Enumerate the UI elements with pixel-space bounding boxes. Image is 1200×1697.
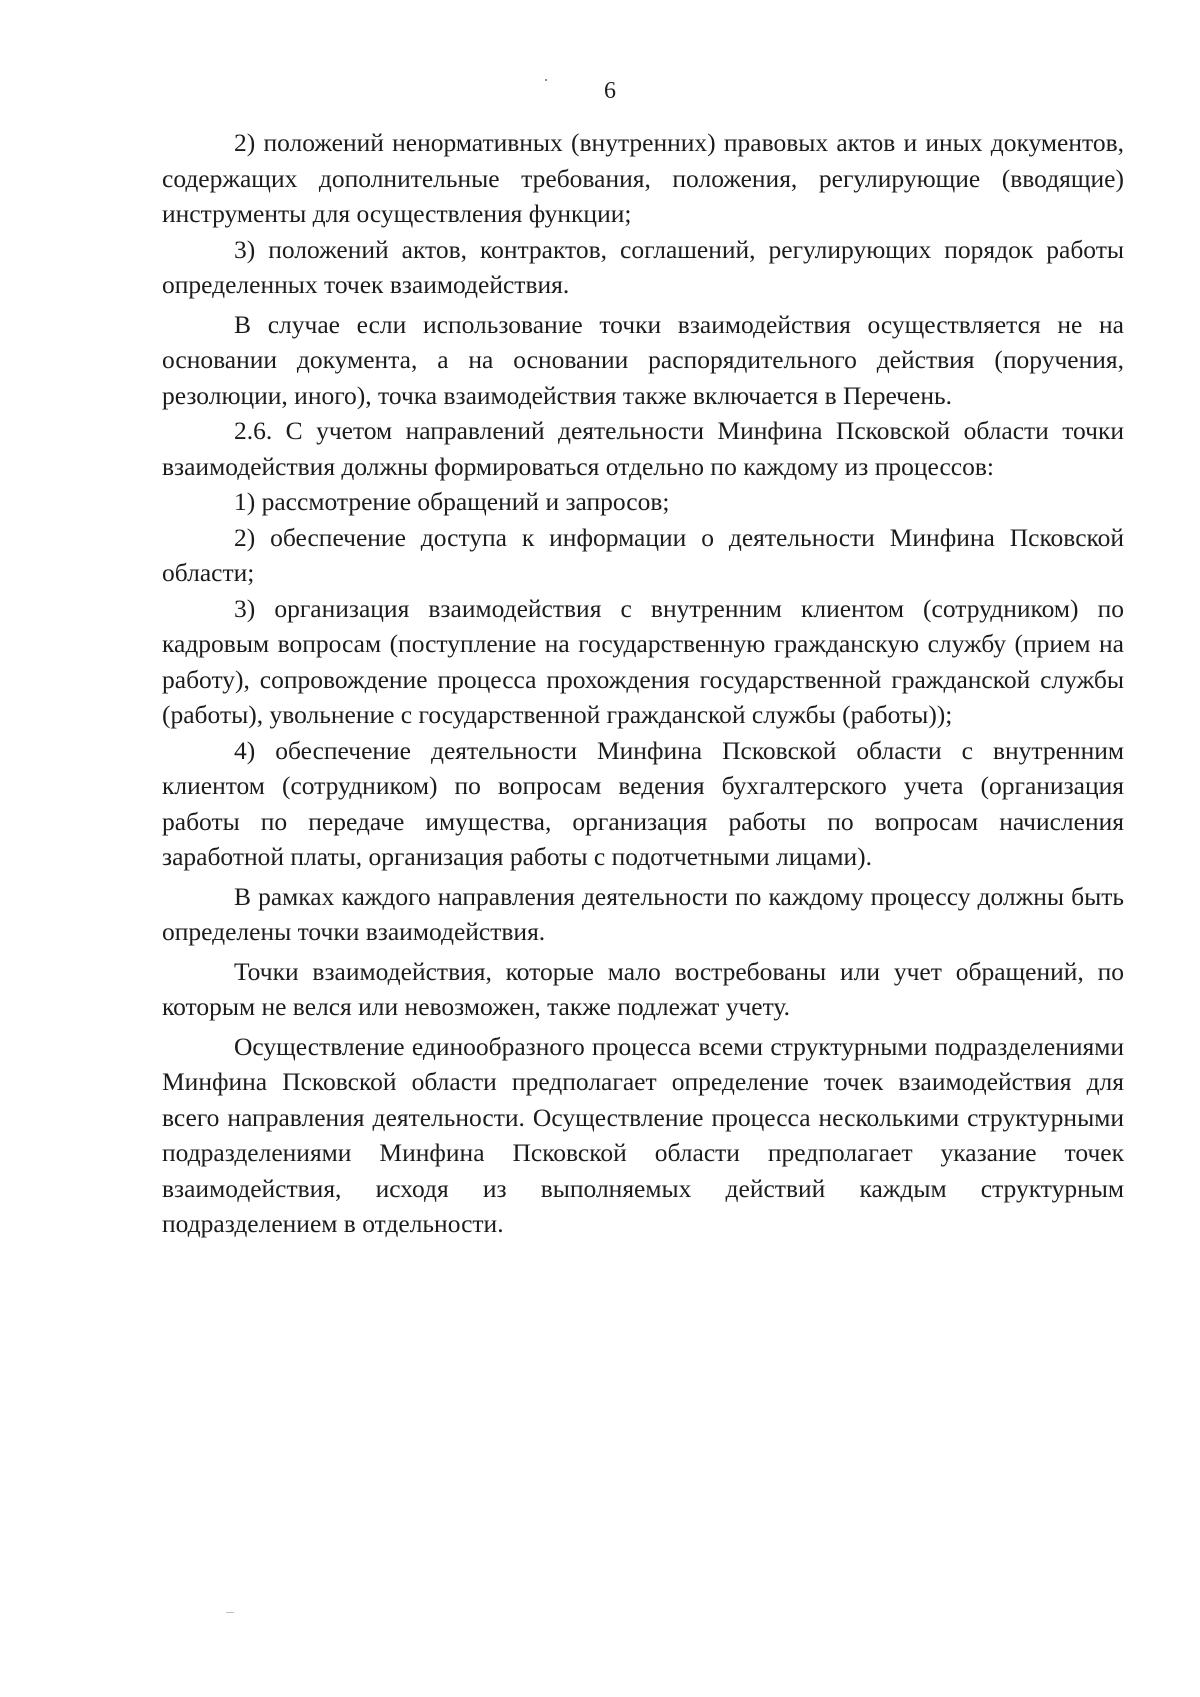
page-number: 6 (604, 78, 616, 104)
paragraph-item-2-internal-acts: 2) положений ненормативных (внутренних) правовых актов и иных документов, содержащих дополнительные требования, положения, регулирующие (вводящие) инструменты для осуществления функции; (162, 128, 1124, 228)
scan-speck (545, 79, 547, 81)
document-body (162, 125, 1124, 1242)
paragraph-item-3-contracts: 3) положений актов, контрактов, соглашений, регулирующих порядок работы определенных точек взаимодействия. (162, 234, 1124, 299)
paragraph-process-1: 1) рассмотрение обращений и запросов; (234, 487, 670, 516)
paragraph-section-2-6: 2.6. С учетом направлений деятельности Минфина Псковской области точки взаимодействия должны формироваться отдельно по каждому из процессов: (162, 416, 1124, 481)
paragraph-each-direction: В рамках каждого направления деятельности по каждому процессу должны быть определены точки взаимодействия. (162, 881, 1124, 946)
paragraph-process-3: 3) организация взаимодействия с внутренним клиентом (сотрудником) по кадровым вопросам (поступление на государственную гражданскую службу (прием на работу), сопровождение процесса прохождения государственной гражданской службы (работы), увольнение с государственной гражданской службы (работы)); (162, 593, 1124, 729)
paragraph-uniform-process: Осуществление единообразного процесса всеми структурными подразделениями Минфина Псковской области предполагает определение точек взаимодействия для всего направления деятельности. Осуществление процесса несколькими структурными подразделениями Минфина Псковской области предполагает указание точек взаимодействия, исходя из выполняемых действий каждым структурным подразделением в отдельности. (162, 1031, 1124, 1238)
scan-speck (226, 1612, 234, 1613)
paragraph-no-document-case: В случае если использование точки взаимодействия осуществляется не на основании документа, а на основании распорядительного действия (поручения, резолюции, иного), точка взаимодействия также включается в Перечень. (162, 309, 1124, 410)
paragraph-low-demand-points: Точки взаимодействия, которые мало востребованы или учет обращений, по которым не велся или невозможен, также подлежат учету. (162, 956, 1124, 1021)
paragraph-process-4: 4) обеспечение деятельности Минфина Псковской области с внутренним клиентом (сотрудником) по вопросам ведения бухгалтерского учета (организация работы по передаче имущества, организация работы по вопросам начисления заработной платы, организация работы с подотчетными лицами). (162, 735, 1124, 871)
paragraph-process-2: 2) обеспечение доступа к информации о деятельности Минфина Псковской области; (162, 522, 1124, 587)
